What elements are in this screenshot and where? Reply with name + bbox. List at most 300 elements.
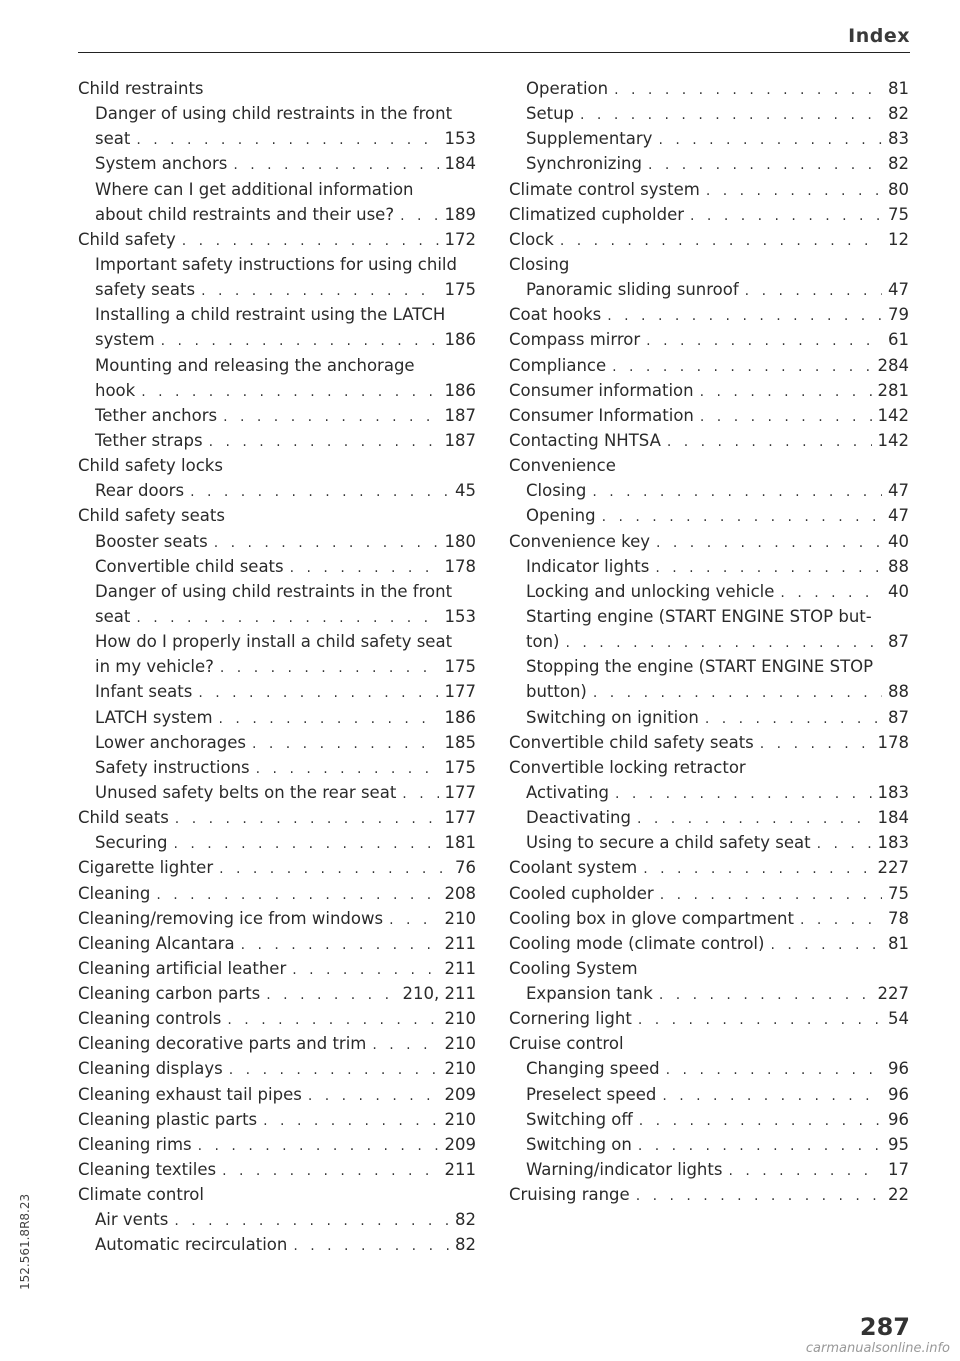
index-entry	[509, 981, 909, 1006]
dot-leader	[580, 103, 882, 126]
index-entry-term: seat	[95, 129, 131, 149]
index-entry-term: Indicator lights	[526, 556, 650, 576]
index-entry	[78, 981, 476, 1006]
index-entry-term: about child restraints and their use?	[95, 204, 395, 224]
dot-leader	[175, 807, 439, 830]
index-entry-page: 211	[444, 933, 476, 953]
index-entry	[78, 177, 476, 202]
index-entry	[509, 654, 909, 679]
dot-leader	[219, 857, 449, 880]
dot-leader	[198, 681, 438, 704]
index-entry-term: Closing	[509, 254, 570, 274]
index-entry	[509, 453, 909, 478]
dot-leader	[220, 656, 439, 679]
index-entry	[509, 881, 909, 906]
index-entry-term: LATCH system	[95, 707, 213, 727]
index-entry-page: 75	[888, 883, 909, 903]
index-heading: Index	[848, 25, 910, 47]
index-entry-page: 153	[444, 129, 476, 149]
index-entry-term: Convertible child safety seats	[509, 732, 754, 752]
dot-leader	[308, 1084, 439, 1107]
index-entry-term: Operation	[526, 79, 609, 98]
index-entry-page: 12	[888, 229, 909, 249]
index-entry-page: 209	[444, 1134, 476, 1154]
index-entry-page: 142	[877, 430, 909, 450]
index-entry-term: Cooling System	[509, 958, 638, 978]
index-entry-term: safety seats	[95, 280, 196, 300]
index-entry-page: 142	[877, 405, 909, 425]
index-entry	[78, 151, 476, 176]
index-entry-page: 83	[888, 129, 909, 149]
index-entry-term: Warning/indicator lights	[526, 1160, 723, 1180]
dot-leader	[156, 883, 438, 906]
index-entry	[509, 1132, 909, 1157]
dot-leader	[612, 355, 871, 378]
dot-leader	[263, 1109, 438, 1132]
index-entry-term: Locking and unlocking vehicle	[526, 581, 775, 601]
dot-leader	[700, 380, 872, 403]
dot-leader	[292, 958, 438, 981]
index-entry	[509, 554, 909, 579]
index-entry-term: Cleaning	[78, 883, 151, 903]
index-entry-page: 81	[888, 79, 909, 98]
index-entry-term: Cleaning exhaust tail pipes	[78, 1084, 302, 1104]
dot-leader	[233, 153, 438, 176]
index-entry-term: hook	[95, 380, 136, 400]
index-entry-page: 210, 211	[402, 984, 476, 1004]
index-entry-page: 210	[444, 1109, 476, 1129]
index-entry-term: ton)	[526, 632, 560, 652]
dot-leader	[660, 883, 882, 906]
index-entry-term: Cleaning textiles	[78, 1160, 217, 1180]
index-entry	[509, 101, 909, 126]
index-entry	[509, 1182, 909, 1207]
index-entry	[509, 1082, 909, 1107]
index-entry-term: Air vents	[95, 1210, 169, 1230]
index-entry-page: 96	[888, 1109, 909, 1129]
index-entry	[509, 956, 909, 981]
index-entry-page: 79	[888, 305, 909, 325]
dot-leader	[615, 782, 872, 805]
dot-leader	[667, 430, 872, 453]
index-entry-page: 187	[444, 405, 476, 425]
index-entry	[78, 931, 476, 956]
index-entry-term: Cooling box in glove compartment	[509, 908, 794, 928]
index-entry-page: 95	[888, 1134, 909, 1154]
index-entry-term: seat	[95, 606, 131, 626]
index-entry	[509, 906, 909, 931]
index-entry	[509, 227, 909, 252]
dot-leader	[800, 908, 882, 931]
index-entry	[509, 855, 909, 880]
index-entry	[78, 252, 476, 277]
index-entry-term: Important safety instructions for using child	[95, 254, 457, 274]
index-entry-page: 61	[888, 330, 909, 350]
index-entry-term: Switching off	[526, 1109, 633, 1129]
dot-leader	[656, 531, 882, 554]
dot-leader	[662, 1084, 882, 1107]
dot-leader	[638, 1008, 882, 1031]
index-entry-term: Convenience	[509, 456, 616, 476]
dot-leader	[728, 1159, 882, 1182]
index-entry-page: 178	[444, 556, 476, 576]
index-entry-page: 87	[888, 632, 909, 652]
index-entry	[78, 1132, 476, 1157]
index-entry-page: 186	[444, 380, 476, 400]
dot-leader	[592, 480, 882, 503]
dot-leader	[198, 1134, 439, 1157]
dot-leader	[706, 179, 882, 202]
index-entry-page: 284	[877, 355, 909, 375]
index-entry	[509, 76, 909, 101]
index-entry-page: 180	[444, 531, 476, 551]
index-entry	[78, 906, 476, 931]
index-entry	[509, 503, 909, 528]
index-entry	[78, 76, 476, 101]
dot-leader	[760, 732, 872, 755]
index-entry	[78, 327, 476, 352]
dot-leader	[141, 380, 438, 403]
index-entry	[78, 730, 476, 755]
index-entry-page: 177	[444, 782, 476, 802]
index-entry	[509, 252, 909, 277]
index-entry	[509, 428, 909, 453]
watermark: carmanualsonline.info	[805, 1341, 950, 1356]
index-entry-page: 45	[455, 481, 476, 501]
index-entry	[509, 1157, 909, 1182]
dot-leader	[136, 606, 438, 629]
index-entry-term: Switching on	[526, 1134, 632, 1154]
index-entry	[78, 654, 476, 679]
index-entry	[78, 101, 476, 126]
index-entry-page: 211	[444, 1160, 476, 1180]
index-entry-page: 87	[888, 707, 909, 727]
index-entry-page: 185	[444, 732, 476, 752]
dot-leader	[745, 279, 882, 302]
index-column-right	[509, 76, 909, 1207]
index-entry	[78, 956, 476, 981]
index-entry-page: 82	[888, 154, 909, 174]
index-entry	[509, 277, 909, 302]
index-entry-term: Consumer information	[509, 380, 694, 400]
index-entry-page: 210	[444, 1009, 476, 1029]
document-code: 152.561.8R8.23	[18, 1193, 32, 1290]
index-entry-term: Unused safety belts on the rear seat	[95, 782, 397, 802]
index-entry	[78, 1107, 476, 1132]
index-entry-term: Cleaning carbon parts	[78, 984, 261, 1004]
dot-leader	[690, 204, 882, 227]
index-entry-term: Using to secure a child safety seat	[526, 833, 811, 853]
index-entry-term: Child safety	[78, 229, 176, 249]
dot-leader	[658, 128, 882, 151]
index-entry-page: 210	[444, 908, 476, 928]
index-entry	[78, 529, 476, 554]
index-entry-page: 186	[444, 707, 476, 727]
index-entry-page: 17	[888, 1160, 909, 1180]
index-entry-page: 186	[444, 330, 476, 350]
dot-leader	[222, 1159, 438, 1182]
index-entry	[509, 805, 909, 830]
index-entry-term: Preselect speed	[526, 1084, 657, 1104]
index-entry	[509, 931, 909, 956]
index-entry-term: Tether straps	[95, 430, 203, 450]
dot-leader	[290, 556, 439, 579]
index-entry-term: in my vehicle?	[95, 657, 214, 677]
index-entry	[78, 554, 476, 579]
index-entry	[509, 755, 909, 780]
index-entry	[78, 302, 476, 327]
index-entry	[78, 1182, 476, 1207]
index-entry	[78, 378, 476, 403]
index-entry-term: Cruising range	[509, 1185, 630, 1205]
index-entry	[509, 1031, 909, 1056]
dot-leader	[190, 480, 449, 503]
index-column-left	[78, 76, 476, 1258]
index-entry-page: 153	[444, 606, 476, 626]
dot-leader	[209, 430, 439, 453]
index-entry-term: Supplementary	[526, 129, 653, 149]
index-entry-term: Convertible child seats	[95, 556, 284, 576]
index-entry	[78, 227, 476, 252]
index-entry	[509, 1056, 909, 1081]
index-entry	[78, 679, 476, 704]
dot-leader	[643, 857, 871, 880]
index-entry-page: 82	[888, 104, 909, 124]
index-entry-page: 81	[888, 933, 909, 953]
dot-leader	[402, 782, 438, 805]
index-entry	[78, 503, 476, 528]
index-entry	[509, 830, 909, 855]
index-entry-term: Booster seats	[95, 531, 208, 551]
dot-leader	[293, 1234, 449, 1257]
index-entry-page: 88	[888, 556, 909, 576]
index-entry-term: Danger of using child restraints in the front	[95, 581, 453, 601]
index-entry-term: Installing a child restraint using the LATCH	[95, 305, 446, 325]
index-entry	[78, 1056, 476, 1081]
index-entry-page: 209	[444, 1084, 476, 1104]
dot-leader	[173, 832, 438, 855]
index-entry-term: Clock	[509, 229, 554, 249]
index-entry-term: Child seats	[78, 808, 169, 828]
index-entry-term: Coat hooks	[509, 305, 602, 325]
index-entry	[78, 478, 476, 503]
dot-leader	[389, 908, 438, 931]
index-entry-page: 177	[444, 682, 476, 702]
index-entry-term: Panoramic sliding sunroof	[526, 280, 739, 300]
index-entry	[78, 353, 476, 378]
dot-leader	[648, 153, 882, 176]
index-entry	[78, 202, 476, 227]
index-entry	[78, 855, 476, 880]
index-entry	[509, 403, 909, 428]
index-entry	[509, 302, 909, 327]
header-rule	[78, 52, 910, 53]
index-entry	[509, 730, 909, 755]
index-entry-term: System anchors	[95, 154, 228, 174]
dot-leader	[659, 983, 872, 1006]
index-entry-term: Rear doors	[95, 481, 185, 501]
index-entry-term: How do I properly install a child safety seat	[95, 632, 453, 652]
dot-leader	[638, 1134, 882, 1157]
index-entry-term: Activating	[526, 782, 609, 802]
index-entry-term: Cornering light	[509, 1009, 632, 1029]
dot-leader	[565, 631, 882, 654]
index-entry	[509, 378, 909, 403]
index-entry-term: Cleaning controls	[78, 1009, 222, 1029]
dot-leader	[400, 204, 438, 227]
index-entry-term: Infant seats	[95, 682, 193, 702]
index-entry-term: Starting engine (START ENGINE STOP but-	[526, 606, 872, 626]
dot-leader	[637, 807, 872, 830]
index-entry-page: 208	[444, 883, 476, 903]
index-entry	[509, 478, 909, 503]
index-entry-term: Cooled cupholder	[509, 883, 654, 903]
index-entry-term: Lower anchorages	[95, 732, 246, 752]
index-entry	[509, 327, 909, 352]
index-entry-term: Stopping the engine (START ENGINE STOP	[526, 657, 874, 677]
index-entry	[509, 177, 909, 202]
index-entry-term: Consumer Information	[509, 405, 694, 425]
index-entry-term: Cruise control	[509, 1034, 624, 1054]
index-entry-term: Cleaning artificial leather	[78, 958, 287, 978]
index-entry-term: Securing	[95, 833, 168, 853]
index-entry-page: 189	[444, 204, 476, 224]
index-entry-page: 80	[888, 179, 909, 199]
dot-leader	[614, 78, 882, 101]
dot-leader	[700, 405, 872, 428]
index-entry	[509, 604, 909, 629]
index-entry-page: 175	[444, 280, 476, 300]
index-entry-term: Changing speed	[526, 1059, 660, 1079]
index-entry-page: 177	[444, 808, 476, 828]
index-entry-page: 47	[888, 280, 909, 300]
dot-leader	[136, 128, 438, 151]
dot-leader	[607, 304, 882, 327]
index-entry	[78, 453, 476, 478]
index-entry-term: Where can I get additional information	[95, 179, 414, 199]
index-entry	[509, 353, 909, 378]
index-entry-page: 172	[444, 229, 476, 249]
index-entry-term: Cleaning Alcantara	[78, 933, 235, 953]
dot-leader	[229, 1058, 439, 1081]
dot-leader	[636, 1184, 882, 1207]
index-entry-term: Danger of using child restraints in the front	[95, 104, 453, 124]
dot-leader	[646, 329, 882, 352]
index-entry	[78, 579, 476, 604]
dot-leader	[770, 933, 882, 956]
index-entry	[509, 579, 909, 604]
index-entry	[78, 403, 476, 428]
dot-leader	[223, 405, 438, 428]
index-entry	[509, 780, 909, 805]
index-entry	[78, 1082, 476, 1107]
index-entry-page: 227	[877, 984, 909, 1004]
index-entry	[78, 1006, 476, 1031]
index-entry-page: 40	[888, 581, 909, 601]
index-entry-term: Synchronizing	[526, 154, 642, 174]
dot-leader	[227, 1008, 438, 1031]
index-entry	[509, 705, 909, 730]
index-entry-page: 82	[455, 1235, 476, 1255]
dot-leader	[372, 1033, 438, 1056]
index-entry-page: 227	[877, 858, 909, 878]
dot-leader	[214, 531, 439, 554]
index-entry	[78, 1157, 476, 1182]
index-entry	[78, 629, 476, 654]
index-entry-page: 75	[888, 204, 909, 224]
index-entry-term: Compliance	[509, 355, 607, 375]
dot-leader	[252, 732, 439, 755]
index-entry-term: Cooling mode (climate control)	[509, 933, 765, 953]
index-entry	[78, 1031, 476, 1056]
index-entry-term: Deactivating	[526, 808, 631, 828]
dot-leader	[256, 757, 439, 780]
index-entry-term: Cleaning rims	[78, 1134, 192, 1154]
dot-leader	[161, 329, 439, 352]
index-entry-page: 54	[888, 1009, 909, 1029]
index-entry-page: 96	[888, 1059, 909, 1079]
index-entry	[78, 428, 476, 453]
index-entry-term: Opening	[526, 506, 596, 526]
page-number: 287	[859, 1313, 910, 1341]
index-entry-term: Closing	[526, 481, 587, 501]
index-entry-term: Cleaning/removing ice from windows	[78, 908, 384, 928]
index-entry-term: Safety instructions	[95, 757, 250, 777]
index-entry-page: 88	[888, 682, 909, 702]
index-entry	[78, 1232, 476, 1257]
index-entry-term: Tether anchors	[95, 405, 218, 425]
index-entry	[509, 1006, 909, 1031]
dot-leader	[174, 1209, 449, 1232]
index-entry-page: 175	[444, 757, 476, 777]
dot-leader	[666, 1058, 882, 1081]
index-entry-page: 187	[444, 430, 476, 450]
index-entry	[509, 1107, 909, 1132]
dot-leader	[817, 832, 872, 855]
index-entry	[509, 629, 909, 654]
dot-leader	[201, 279, 438, 302]
index-entry-page: 210	[444, 1059, 476, 1079]
index-entry-page: 210	[444, 1034, 476, 1054]
index-entry-page: 281	[877, 380, 909, 400]
index-entry-term: Child restraints	[78, 79, 204, 98]
dot-leader	[241, 933, 439, 956]
index-entry-term: Cigarette lighter	[78, 858, 214, 878]
index-entry-term: Coolant system	[509, 858, 638, 878]
index-entry-page: 211	[444, 958, 476, 978]
index-entry-term: Automatic recirculation	[95, 1235, 288, 1255]
index-entry-term: Climate control system	[509, 179, 700, 199]
index-entry-term: Switching on ignition	[526, 707, 699, 727]
index-entry-page: 47	[888, 481, 909, 501]
dot-leader	[780, 581, 882, 604]
index-entry-page: 96	[888, 1084, 909, 1104]
dot-leader	[219, 707, 439, 730]
index-entry-page: 40	[888, 531, 909, 551]
index-entry-term: Convertible locking retractor	[509, 757, 746, 777]
dot-leader	[602, 505, 882, 528]
index-entry-page: 76	[455, 858, 476, 878]
index-entry-term: Contacting NHTSA	[509, 430, 661, 450]
dot-leader	[655, 556, 882, 579]
index-entry-page: 47	[888, 506, 909, 526]
index-entry	[78, 805, 476, 830]
index-entry-term: Climate control	[78, 1185, 204, 1205]
index-entry-page: 175	[444, 657, 476, 677]
index-entry-term: Climatized cupholder	[509, 204, 685, 224]
index-entry	[78, 830, 476, 855]
dot-leader	[182, 229, 439, 252]
